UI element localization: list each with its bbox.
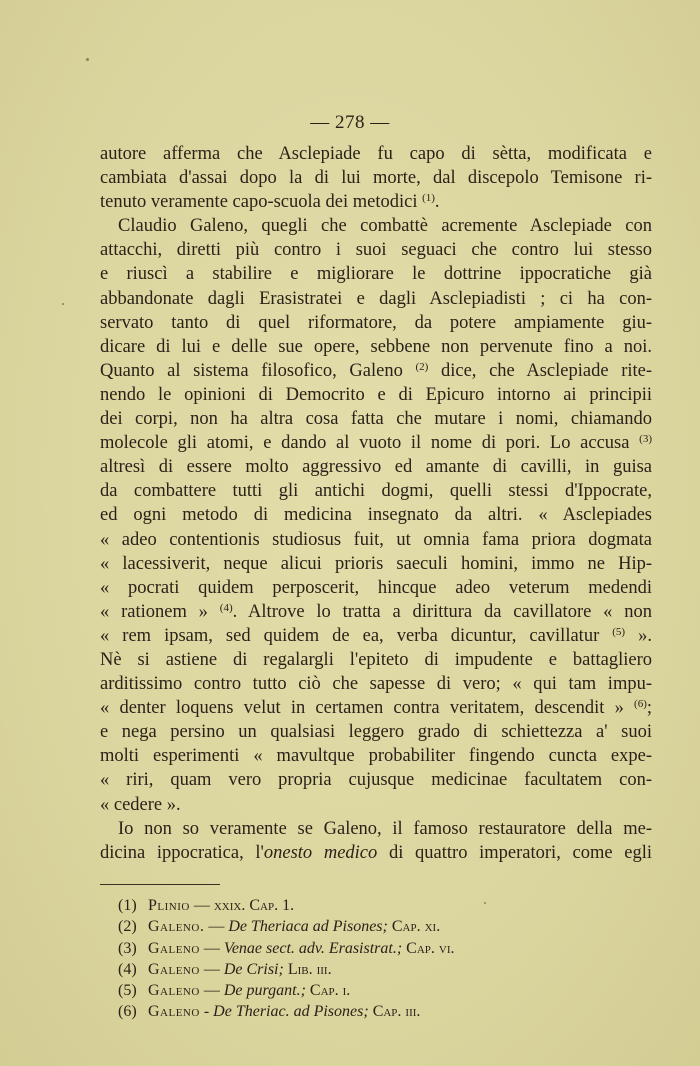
footnote-ref: (3) xyxy=(639,433,652,446)
text-line: Claudio Galeno, quegli che combattè acremente Asclepiade con xyxy=(118,216,652,237)
footnote-author: Galeno xyxy=(148,939,200,957)
footnote-work: De Crisi; xyxy=(223,960,284,978)
text-line: tenuto veramente capo-scuola dei metodici $^{(1)}$. xyxy=(100,192,440,213)
footnote-reference: xxix. Cap. 1. xyxy=(213,897,295,914)
paper-speck xyxy=(86,58,89,61)
footnote-work: Venae sect. adv. Erasistrat.; xyxy=(223,939,403,957)
text-line: Quanto al sistema filosofico, Galeno $^{(2)}$ dice, che Asclepiade rite- xyxy=(100,360,653,381)
footnote-work: De Theriaca ad Pisones; xyxy=(228,918,388,936)
text-line: dei corpi, non ha altra cosa fatta che mutare i nomi, chiamando xyxy=(100,409,652,430)
text-line: « adeo contentionis studiosus fuit, ut omnia fama priora dogmata xyxy=(100,529,652,550)
text-line: e riuscì a stabilire e migliorare le dottrine ippocratiche già xyxy=(100,264,652,285)
text-line: autore afferma che Asclepiade fu capo di sètta, modificata e xyxy=(100,144,652,164)
footnote-ref: (1) xyxy=(422,192,435,205)
text-line: Io non so veramente se Galeno, il famoso restauratore della me- xyxy=(118,818,652,839)
footnote-mark: (5) xyxy=(118,982,137,1000)
footnote-separator: — xyxy=(193,897,210,914)
text-line: attacchi, diretti più contro i suoi seguaci che contro lui stesso xyxy=(100,240,652,261)
footnote-author: Galeno. xyxy=(148,918,205,936)
text-line: « riri, quam vero propria cujusque medicinae facultatem con- xyxy=(100,770,652,791)
footnote-mark: (3) xyxy=(118,939,137,957)
footnote-work: De purgant.; xyxy=(223,982,306,1000)
footnote-separator: - xyxy=(203,1003,210,1021)
footnote-separator: — xyxy=(203,939,220,957)
footnote-ref: (4) xyxy=(219,601,233,614)
footnote-reference: Cap. i. xyxy=(309,982,351,1000)
footnote xyxy=(118,1001,638,1022)
footnote-ref: (2) xyxy=(415,360,429,373)
paper-speck xyxy=(62,303,64,305)
footnote-mark: (1) xyxy=(118,897,137,914)
footnote-mark: (4) xyxy=(118,960,137,978)
text-line: « lacessiverit, neque alicui prioris saeculi homini, immo ne Hip- xyxy=(100,553,652,574)
footnote-author: Plinio xyxy=(148,897,190,914)
text-line: molti esperimenti « mavultque probabiliter fingendo cuncta expe- xyxy=(100,746,652,767)
text-line: « rationem » $^{(4)}$. Altrove lo tratta a dirittura da cavillatore « non xyxy=(100,601,652,622)
footnote-reference: Cap. xi. xyxy=(391,918,441,936)
footnote-author: Galeno xyxy=(148,1003,200,1021)
footnote-work: De Theriac. ad Pisones; xyxy=(213,1003,369,1021)
footnote-separator: — xyxy=(203,982,220,1000)
footnotes xyxy=(118,895,638,1023)
footnote-reference: Cap. iii. xyxy=(372,1003,421,1021)
text-line: « rem ipsam, sed quidem de ea, verba dicuntur, cavillatur $^{(5)}$ ». xyxy=(100,625,652,646)
text-line: servato tanto di quel riformatore, da potere ampiamente giu- xyxy=(100,312,652,333)
text-line: da combattere tutti gli antichi dogmi, quelli stessi d'Ippocrate, xyxy=(100,481,652,502)
footnote xyxy=(118,959,638,980)
text-line: « denter loquens velut in certamen contra veritatem, descendit » $^{(6)}$; xyxy=(100,698,652,719)
text-line: Nè si astiene di regalargli l'epiteto di impudente e battagliero xyxy=(100,649,652,670)
footnote-reference: Lib. iii. xyxy=(287,960,332,978)
text-line: altresì di essere molto aggressivo ed amante di cavilli, in guisa xyxy=(100,457,652,478)
text-line: molecole gli atomi, e dando al vuoto il nome di pori. Lo accusa $^{(3)}$ xyxy=(100,433,652,454)
text-line: abbandonate dagli Erasistratei e dagli Asclepiadisti ; ci ha con- xyxy=(100,288,652,309)
footnote-mark: (2) xyxy=(118,918,137,936)
footnote xyxy=(118,980,638,1001)
page-number: — 278 — xyxy=(310,112,390,133)
footnote-reference: Cap. vi. xyxy=(406,939,455,957)
footnote xyxy=(118,916,638,937)
footnote-ref: (5) xyxy=(612,625,626,638)
footnote-separator: — xyxy=(203,960,220,978)
footnote-author: Galeno xyxy=(148,982,200,1000)
text-line: cambiata d'assai dopo la di lui morte, dal discepolo Temisone ri- xyxy=(100,168,652,189)
text-line: « pocrati quidem perposcerit, hincque adeo veterum medendi xyxy=(100,577,652,598)
text-line: dicare di lui e delle sue opere, sebbene non pervenute fino a noi. xyxy=(100,336,652,357)
footnote-mark: (6) xyxy=(118,1003,137,1021)
text-line: « cedere ». xyxy=(100,794,181,815)
body-text xyxy=(100,142,652,865)
text-line: dicina ippocratica, l'onesto medico di quattro imperatori, come egli xyxy=(100,842,652,863)
footnote-rule xyxy=(100,884,220,885)
text-line: e nega persino un qualsiasi leggero grado di schiettezza a' suoi xyxy=(100,722,652,743)
text-line: nendo le opinioni di Democrito e di Epicuro intorno ai principii xyxy=(100,384,652,405)
footnote-ref: (6) xyxy=(634,698,647,711)
emphasis-text: onesto medico xyxy=(263,842,378,863)
text-line: ed ogni metodo di medicina insegnato da altri. « Asclepiades xyxy=(100,505,652,526)
footnote-author: Galeno xyxy=(148,960,200,978)
text-line: arditissimo contro tutto ciò che sapesse di vero; « qui tam impu- xyxy=(100,674,652,695)
footnote xyxy=(118,938,638,959)
footnote-separator: — xyxy=(208,918,225,936)
footnote xyxy=(118,895,638,916)
